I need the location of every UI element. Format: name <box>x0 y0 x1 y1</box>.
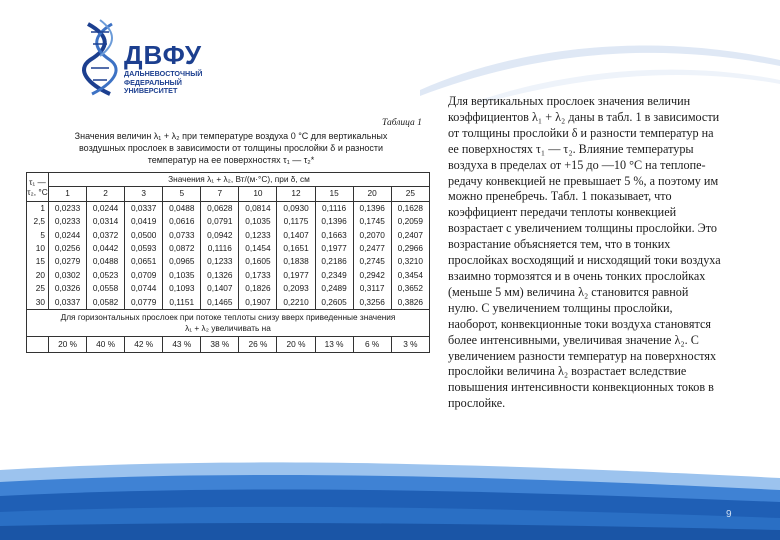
value-cell: 0,0872 <box>163 242 201 255</box>
percent-row <box>27 337 430 353</box>
value-cell: 0,1628 <box>391 201 429 215</box>
table-row <box>27 296 430 310</box>
value-cell: 0,1407 <box>201 282 239 295</box>
paragraph-line: (меньше 5 мм) величина λ₂ становится равной <box>448 284 689 299</box>
value-cell: 0,1326 <box>201 269 239 282</box>
value-cell: 0,1396 <box>315 215 353 228</box>
paragraph-line: взаимно тормозятся и в очень тонких прослойках <box>448 268 706 283</box>
percent-cell: 43 % <box>163 337 201 353</box>
value-cell: 0,0814 <box>239 201 277 215</box>
paragraph-line: редачу конвекцией не превышает 5 %, а поэтому им <box>448 173 719 188</box>
value-cell: 0,0791 <box>201 215 239 228</box>
value-cell: 0,0523 <box>87 269 125 282</box>
value-cell: 0,2070 <box>353 229 391 242</box>
value-cell: 0,0930 <box>277 201 315 215</box>
value-cell: 0,1175 <box>277 215 315 228</box>
value-cell: 0,0244 <box>49 229 87 242</box>
value-cell: 0,3117 <box>353 282 391 295</box>
value-cell: 0,0628 <box>201 201 239 215</box>
paragraph-line: Для вертикальных прослоек значения величин <box>448 94 691 108</box>
value-cell: 0,1116 <box>201 242 239 255</box>
value-cell: 0,3652 <box>391 282 429 295</box>
paragraph-line: повышения интенсивности конвекционных токов в <box>448 380 714 395</box>
paragraph-line: воздуха в пределах от +15 до —10 °С на теплопе- <box>448 157 706 172</box>
value-cell: 0,2349 <box>315 269 353 282</box>
value-cell: 0,0337 <box>125 201 163 215</box>
value-cell: 0,1116 <box>315 201 353 215</box>
value-cell: 0,1035 <box>239 215 277 228</box>
value-cell: 0,1407 <box>277 229 315 242</box>
value-cell: 0,0488 <box>87 255 125 268</box>
temperature-diff-header: τ₁ — τ₂, °С <box>27 173 49 202</box>
temperature-diff-cell: 25 <box>27 282 49 295</box>
value-cell: 0,0233 <box>49 215 87 228</box>
percent-cell: 13 % <box>315 337 353 353</box>
table-row <box>27 229 430 242</box>
paragraph-line: более интенсивными, увеличивая значение λ₂. С <box>448 332 699 347</box>
paragraph-line: возрастание объясняется тем, что в тонких <box>448 237 671 252</box>
temperature-diff-cell: 2,5 <box>27 215 49 228</box>
table-row <box>27 201 430 215</box>
conductivity-table <box>26 172 430 353</box>
table-body <box>27 201 430 309</box>
thickness-header-cell: 10 <box>239 187 277 201</box>
value-cell: 0,0500 <box>125 229 163 242</box>
value-cell: 0,1907 <box>239 296 277 310</box>
value-cell: 0,1977 <box>277 269 315 282</box>
value-cell: 0,2489 <box>315 282 353 295</box>
paragraph-line: прослойки величина λ₂ возрастает вследствие <box>448 364 687 379</box>
value-cell: 0,1745 <box>353 215 391 228</box>
paragraph-line: наоборот, конвекционные токи воздуха становятся <box>448 316 711 331</box>
value-cell: 0,0302 <box>49 269 87 282</box>
paragraph-line: от толщины прослойки δ и разности температур на <box>448 125 714 140</box>
temperature-diff-cell: 20 <box>27 269 49 282</box>
percent-cell: 20 % <box>277 337 315 353</box>
thickness-header-cell: 3 <box>125 187 163 201</box>
value-cell: 0,2942 <box>353 269 391 282</box>
table-title: Значения величин λ₁ + λ₂ при температуре воздуха 0 °С для вертикальных воздушных прослоек в зависимости от толщины прослойки δ и разности температур на ее поверхностях τ₁ — τ₂* <box>74 131 388 165</box>
value-cell: 0,1826 <box>239 282 277 295</box>
value-cell: 0,0337 <box>49 296 87 310</box>
university-logo <box>80 18 220 98</box>
thickness-header-row <box>27 187 430 201</box>
value-cell: 0,2477 <box>353 242 391 255</box>
body-paragraph <box>448 94 764 412</box>
paragraph-line: прослойках восходящий и нисходящий токи воздуха <box>448 253 721 268</box>
value-cell: 0,1151 <box>163 296 201 310</box>
table-row <box>27 242 430 255</box>
value-cell: 0,0279 <box>49 255 87 268</box>
percent-cell: 38 % <box>201 337 239 353</box>
value-cell: 0,0244 <box>87 201 125 215</box>
value-cell: 0,1733 <box>239 269 277 282</box>
value-cell: 0,2186 <box>315 255 353 268</box>
paragraph-line: ее поверхностях τ₁ — τ₂. Влияние температуры <box>448 141 694 156</box>
value-cell: 0,0326 <box>49 282 87 295</box>
table-row <box>27 255 430 268</box>
value-cell: 0,1454 <box>239 242 277 255</box>
paragraph-line: можно пренебречь. Табл. 1 показывает, что <box>448 189 672 204</box>
value-cell: 0,1977 <box>315 242 353 255</box>
value-cell: 0,2407 <box>391 229 429 242</box>
table-row <box>27 269 430 282</box>
value-cell: 0,1651 <box>277 242 315 255</box>
value-cell: 0,2059 <box>391 215 429 228</box>
value-cell: 0,1605 <box>239 255 277 268</box>
percent-cell: 26 % <box>239 337 277 353</box>
percent-cell: 3 % <box>391 337 429 353</box>
value-cell: 0,0744 <box>125 282 163 295</box>
value-cell: 0,0942 <box>201 229 239 242</box>
percent-cell: 42 % <box>125 337 163 353</box>
temperature-diff-cell: 15 <box>27 255 49 268</box>
value-cell: 0,1093 <box>163 282 201 295</box>
thickness-header-cell: 12 <box>277 187 315 201</box>
value-cell: 0,0733 <box>163 229 201 242</box>
thickness-header-cell: 20 <box>353 187 391 201</box>
value-cell: 0,0558 <box>87 282 125 295</box>
paragraph-line: прослойке. <box>448 396 506 411</box>
value-cell: 0,0582 <box>87 296 125 310</box>
value-cell: 0,1838 <box>277 255 315 268</box>
value-cell: 0,1035 <box>163 269 201 282</box>
value-cell: 0,2966 <box>391 242 429 255</box>
value-cell: 0,0314 <box>87 215 125 228</box>
percent-cell: 6 % <box>353 337 391 353</box>
percent-cell: 20 % <box>49 337 87 353</box>
temperature-diff-cell: 10 <box>27 242 49 255</box>
value-cell: 0,0442 <box>87 242 125 255</box>
value-cell: 0,1396 <box>353 201 391 215</box>
page-number: 9 <box>726 509 732 520</box>
logo-abbreviation: ДВФУ <box>124 40 203 70</box>
value-cell: 0,1663 <box>315 229 353 242</box>
value-cell: 0,1233 <box>239 229 277 242</box>
percent-row-spacer <box>27 337 49 353</box>
table-row <box>27 215 430 228</box>
value-cell: 0,0256 <box>49 242 87 255</box>
paragraph-line: коэффициентов λ₁ + λ₂ даны в табл. 1 в зависимости <box>448 109 720 124</box>
table-row <box>27 282 430 295</box>
value-cell: 0,0372 <box>87 229 125 242</box>
temperature-diff-cell: 1 <box>27 201 49 215</box>
value-cell: 0,2745 <box>353 255 391 268</box>
group-header: Значения λ₁ + λ₂, Вт/(м·°С), при δ, см <box>49 173 430 187</box>
paragraph-line: возрастает с увеличением толщины прослойки. Это <box>448 221 717 236</box>
value-cell: 0,2210 <box>277 296 315 310</box>
paragraph-line: увеличением разности температур на поверхностях <box>448 348 717 363</box>
dna-helix-logo-icon <box>80 18 122 98</box>
value-cell: 0,1465 <box>201 296 239 310</box>
value-cell: 0,3256 <box>353 296 391 310</box>
thickness-header-cell: 2 <box>87 187 125 201</box>
value-cell: 0,3454 <box>391 269 429 282</box>
value-cell: 0,0488 <box>163 201 201 215</box>
value-cell: 0,0616 <box>163 215 201 228</box>
value-cell: 0,0651 <box>125 255 163 268</box>
value-cell: 0,3210 <box>391 255 429 268</box>
table-note: Для горизонтальных прослоек при потоке теплоты снизу вверх приведенные значения λ₁ + λ₂ увеличивать на <box>27 310 430 337</box>
paragraph-line: нулю. С увеличением толщины прослойки, <box>448 300 673 315</box>
paragraph-line: коэффициент передачи теплоты конвекцией <box>448 205 677 220</box>
value-cell: 0,0419 <box>125 215 163 228</box>
value-cell: 0,1233 <box>201 255 239 268</box>
thickness-header-cell: 7 <box>201 187 239 201</box>
value-cell: 0,0233 <box>49 201 87 215</box>
value-cell: 0,0593 <box>125 242 163 255</box>
thickness-header-cell: 15 <box>315 187 353 201</box>
value-cell: 0,2093 <box>277 282 315 295</box>
value-cell: 0,2605 <box>315 296 353 310</box>
value-cell: 0,0779 <box>125 296 163 310</box>
temperature-diff-cell: 5 <box>27 229 49 242</box>
temperature-diff-cell: 30 <box>27 296 49 310</box>
table-caption: Таблица 1 <box>382 118 422 128</box>
thickness-header-cell: 1 <box>49 187 87 201</box>
value-cell: 0,0709 <box>125 269 163 282</box>
value-cell: 0,3826 <box>391 296 429 310</box>
decorative-wave <box>0 440 780 540</box>
thickness-header-cell: 25 <box>391 187 429 201</box>
logo-university-name: ДАЛЬНЕВОСТОЧНЫЙ ФЕДЕРАЛЬНЫЙ УНИВЕРСИТЕТ <box>124 69 203 96</box>
thickness-header-cell: 5 <box>163 187 201 201</box>
value-cell: 0,0965 <box>163 255 201 268</box>
percent-cell: 40 % <box>87 337 125 353</box>
